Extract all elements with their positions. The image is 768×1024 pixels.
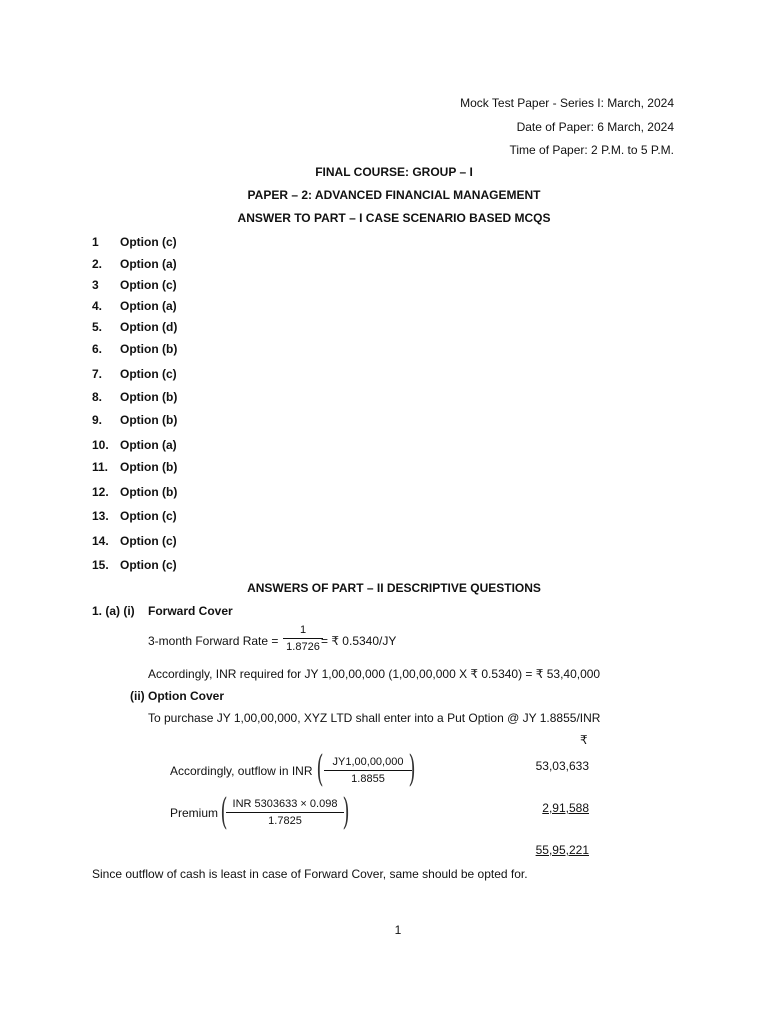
mcq-number: 13. bbox=[92, 509, 109, 523]
mcq-answer: Option (b) bbox=[120, 413, 178, 427]
mcq-answer: Option (b) bbox=[120, 485, 178, 499]
left-paren: ( bbox=[316, 749, 324, 790]
mcq-number: 2. bbox=[92, 257, 103, 271]
premium-fraction bbox=[226, 798, 344, 827]
mcq-answer: Option (c) bbox=[120, 509, 177, 523]
mcq-number: 14. bbox=[92, 534, 109, 548]
mcq-number: 9. bbox=[92, 413, 103, 427]
mcq-number: 12. bbox=[92, 485, 109, 499]
part1-title: ANSWER TO PART – I CASE SCENARIO BASED MCQS bbox=[237, 211, 551, 225]
mcq-number: 1 bbox=[92, 235, 99, 249]
mcq-number: 7. bbox=[92, 367, 103, 381]
paper-time: Time of Paper: 2 P.M. to 5 P.M. bbox=[509, 143, 674, 157]
forward-inr-required: Accordingly, INR required for JY 1,00,00,000 (1,00,00,000 X ₹ 0.5340) = ₹ 53,40,000 bbox=[148, 667, 601, 681]
fraction-bar bbox=[283, 638, 323, 639]
course-title: FINAL COURSE: GROUP – I bbox=[315, 165, 473, 179]
option-cover-heading: Option Cover bbox=[148, 689, 225, 703]
fraction-bar bbox=[324, 770, 412, 771]
fraction-numerator: JY1,00,00,000 bbox=[332, 756, 404, 768]
fraction-denominator: 1.8855 bbox=[351, 773, 385, 785]
premium-value: 2,91,588 bbox=[542, 801, 589, 815]
premium-label: Premium bbox=[170, 806, 219, 820]
mcq-answer: Option (d) bbox=[120, 320, 178, 334]
mcq-answer: Option (b) bbox=[120, 460, 178, 474]
fraction-bar bbox=[226, 812, 344, 813]
mcq-number: 4. bbox=[92, 299, 103, 313]
forward-rate-result: = ₹ 0.5340/JY bbox=[321, 634, 397, 648]
mcq-answer: Option (c) bbox=[120, 534, 177, 548]
page-number: 1 bbox=[394, 923, 402, 937]
right-paren: ) bbox=[342, 792, 350, 833]
mcq-answer: Option (c) bbox=[120, 278, 177, 292]
mcq-answer: Option (c) bbox=[120, 235, 177, 249]
mcq-number: 5. bbox=[92, 320, 103, 334]
left-paren: ( bbox=[220, 792, 228, 833]
outflow-value: 53,03,633 bbox=[535, 759, 589, 773]
outflow-fraction bbox=[324, 756, 412, 785]
paper-title: PAPER – 2: ADVANCED FINANCIAL MANAGEMENT bbox=[247, 188, 541, 202]
mcq-answer: Option (a) bbox=[120, 438, 177, 452]
forward-cover-heading: Forward Cover bbox=[148, 604, 233, 618]
fraction-numerator: INR 5303633 × 0.098 bbox=[232, 798, 338, 810]
paper-date: Date of Paper: 6 March, 2024 bbox=[516, 120, 674, 134]
paper-series: Mock Test Paper - Series I: March, 2024 bbox=[460, 96, 674, 110]
mcq-number: 10. bbox=[92, 438, 109, 452]
fraction-numerator: 1 bbox=[299, 624, 307, 636]
forward-rate-fraction bbox=[283, 624, 323, 653]
total-outflow-value: 55,95,221 bbox=[535, 843, 589, 857]
mcq-number: 6. bbox=[92, 342, 103, 356]
mcq-answer: Option (a) bbox=[120, 257, 177, 271]
question-label: 1. (a) (i) bbox=[92, 604, 135, 618]
mcq-answer: Option (a) bbox=[120, 299, 177, 313]
option-cover-intro: To purchase JY 1,00,00,000, XYZ LTD shall enter into a Put Option @ JY 1.8855/INR bbox=[148, 711, 601, 725]
mcq-answer: Option (b) bbox=[120, 390, 178, 404]
right-paren: ) bbox=[408, 749, 416, 790]
mcq-answer: Option (c) bbox=[120, 558, 177, 572]
mcq-answer: Option (c) bbox=[120, 367, 177, 381]
fraction-denominator: 1.8726 bbox=[286, 641, 320, 653]
mcq-number: 3 bbox=[92, 278, 99, 292]
outflow-label: Accordingly, outflow in INR bbox=[170, 764, 313, 778]
mcq-number: 15. bbox=[92, 558, 109, 572]
option-label: (ii) bbox=[130, 689, 145, 703]
conclusion-text: Since outflow of cash is least in case of Forward Cover, same should be opted for. bbox=[92, 867, 528, 881]
mcq-number: 8. bbox=[92, 390, 103, 404]
rupee-column-header: ₹ bbox=[580, 733, 588, 747]
mcq-answer: Option (b) bbox=[120, 342, 178, 356]
part2-title: ANSWERS OF PART – II DESCRIPTIVE QUESTIONS bbox=[247, 581, 541, 595]
mcq-number: 11. bbox=[92, 460, 109, 474]
forward-rate-label: 3-month Forward Rate = bbox=[148, 634, 279, 648]
fraction-denominator: 1.7825 bbox=[268, 815, 302, 827]
